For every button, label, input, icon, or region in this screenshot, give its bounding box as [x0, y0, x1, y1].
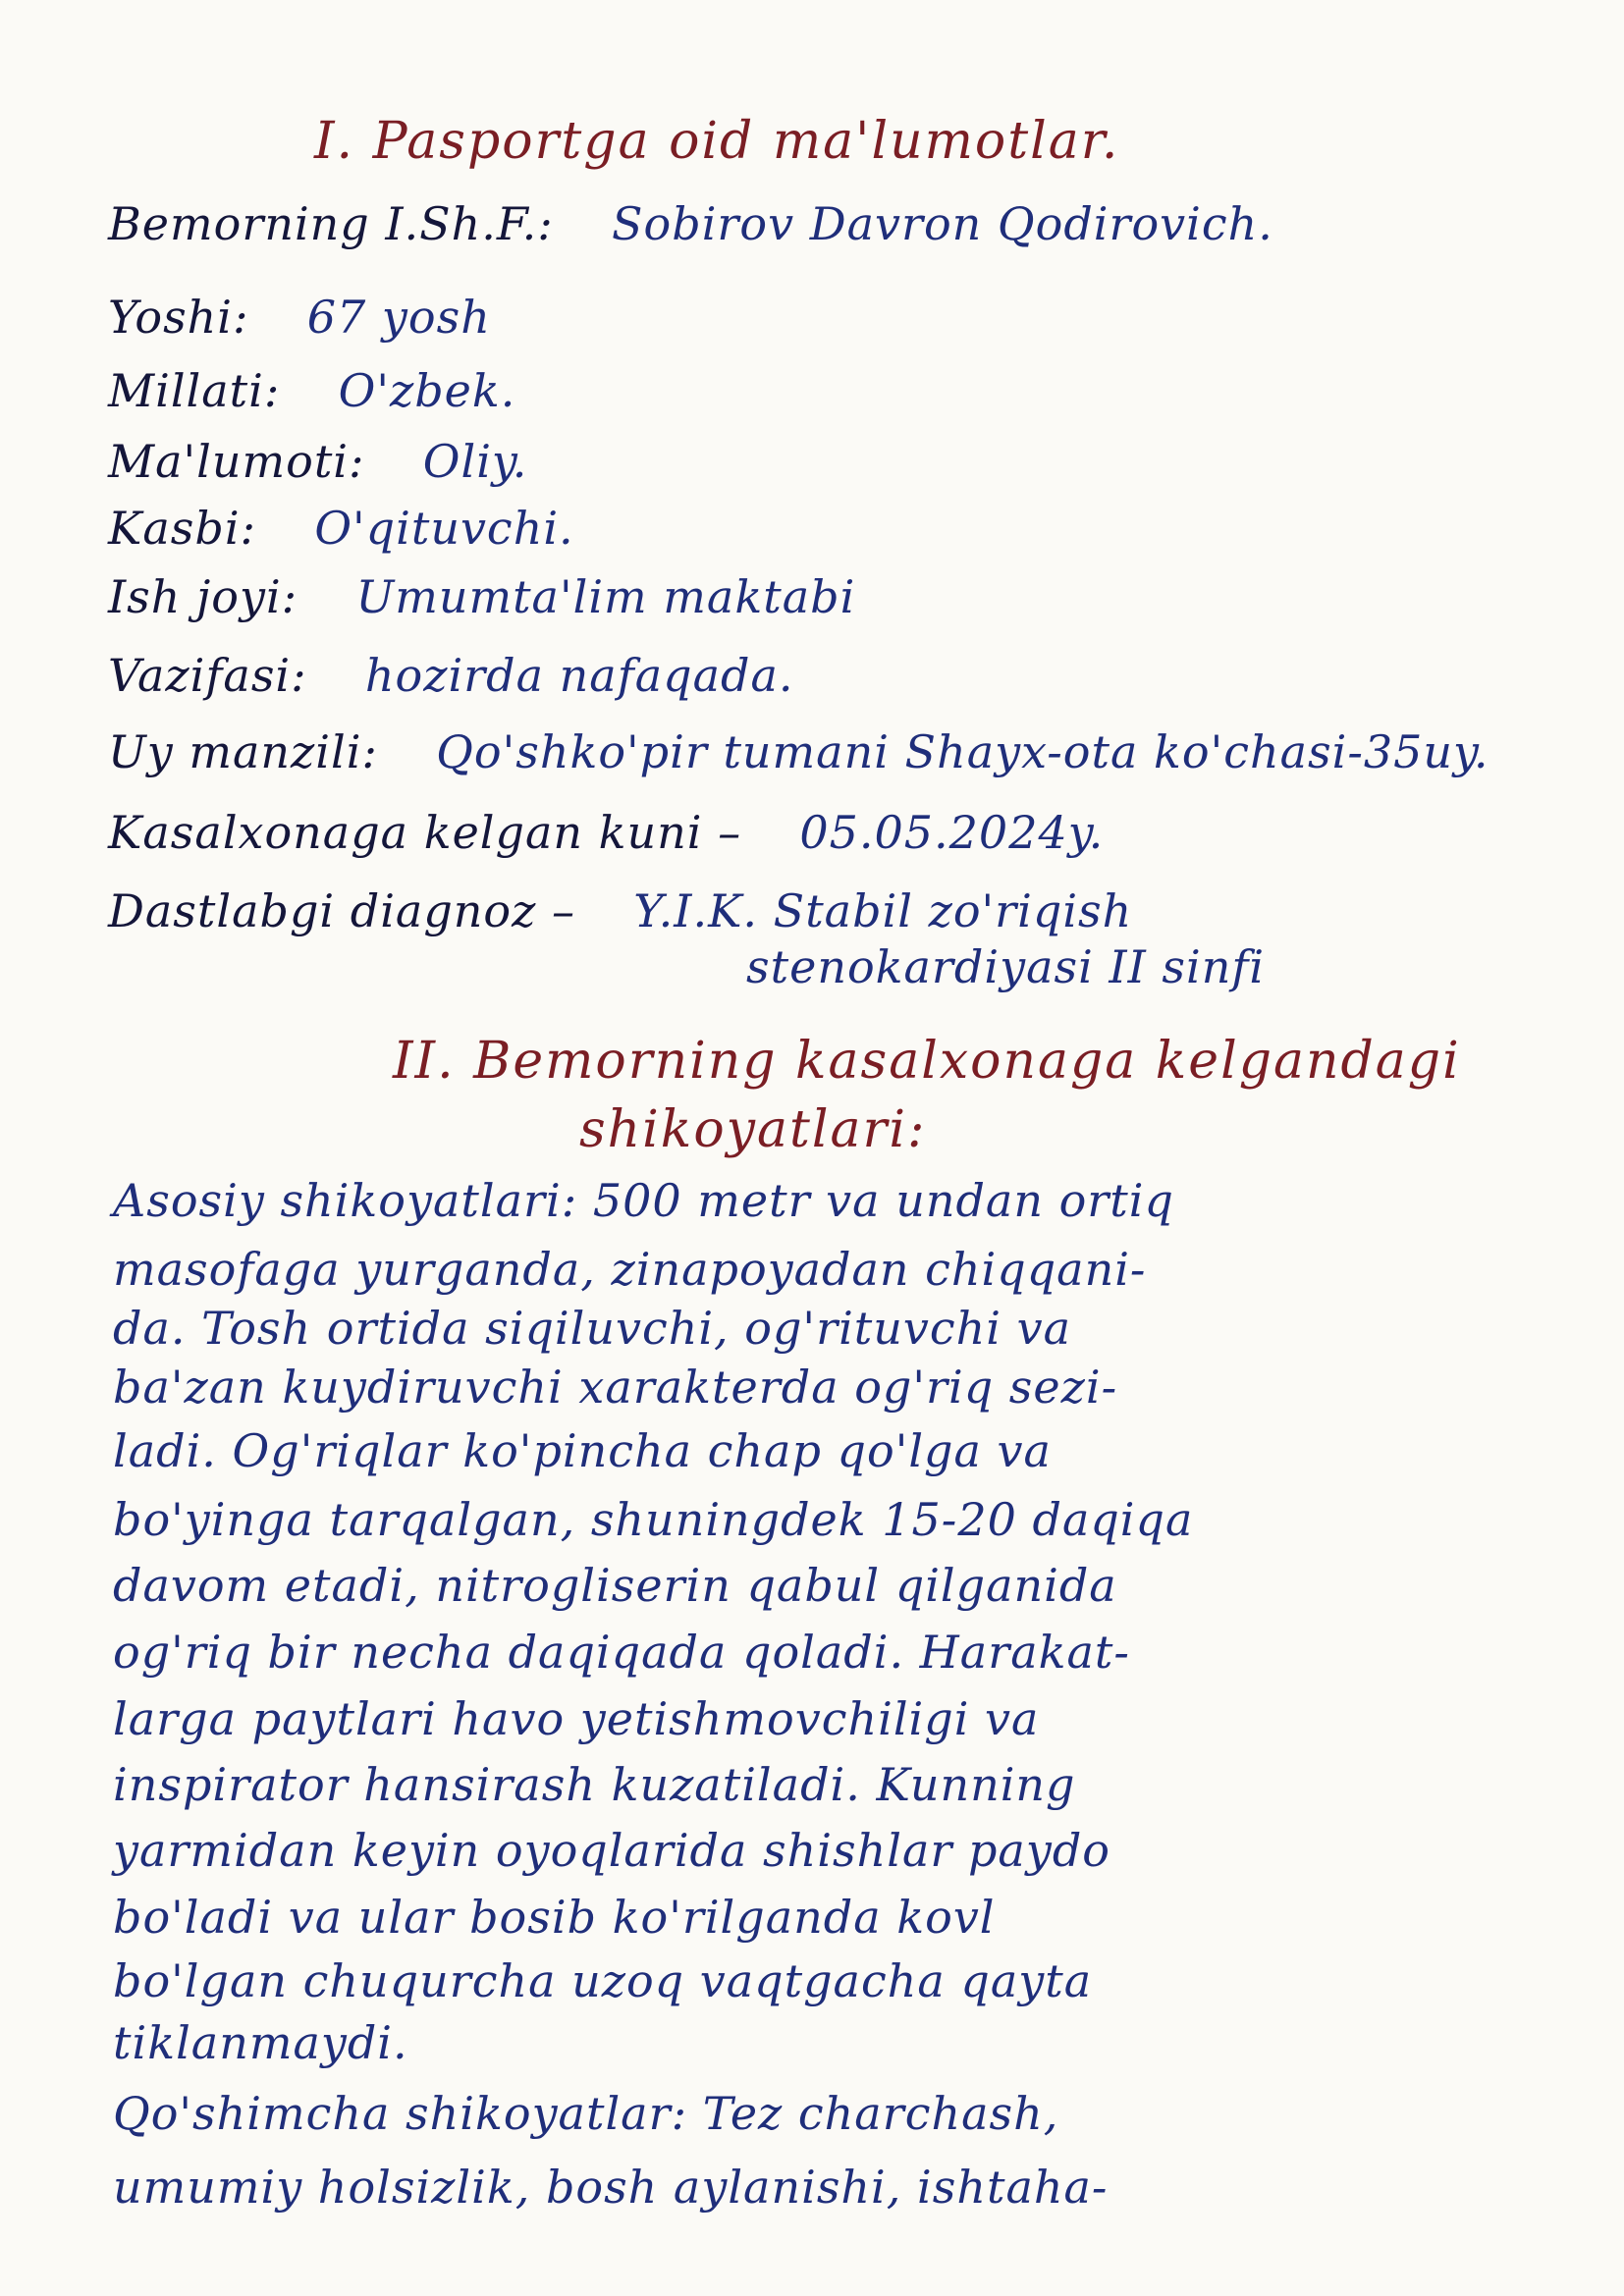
- paragraph-line: larga paytlari havo yetishmovchiligi va: [113, 1692, 1040, 1745]
- paragraph-line: davom etadi, nitrogliserin qabul qilganida: [113, 1559, 1117, 1612]
- paragraph-line: inspirator hansirash kuzatiladi. Kunning: [113, 1758, 1076, 1811]
- paragraph-line: masofaga yurganda, zinapoyadan chiqqani-: [113, 1243, 1147, 1296]
- paragraph-line: tiklanmaydi.: [113, 2016, 408, 2069]
- field-row: [108, 502, 574, 555]
- field-row: [108, 649, 794, 702]
- field-value: 67 yosh: [306, 291, 491, 344]
- field-value: hozirda nafaqada.: [364, 649, 794, 702]
- field-label: Ish joyi:: [108, 570, 298, 623]
- field-row: [108, 435, 528, 488]
- paragraph-line: umumiy holsizlik, bosh aylanishi, ishtaha-: [113, 2161, 1109, 2214]
- field-value: O'zbek.: [338, 364, 516, 417]
- field-label: Millati:: [108, 364, 281, 417]
- field-row: [746, 940, 1266, 993]
- field-row: [108, 364, 516, 417]
- section2-heading-line2: shikoyatlari:: [579, 1100, 927, 1159]
- field-value: Oliy.: [422, 435, 528, 488]
- field-row: [108, 806, 1105, 859]
- field-value: Sobirov Davron Qodirovich.: [612, 197, 1273, 250]
- field-row: [108, 291, 491, 344]
- field-label: Bemorning I.Sh.F.:: [108, 197, 554, 250]
- paragraph-line: ba'zan kuydiruvchi xarakterda og'riq sezi-: [113, 1361, 1118, 1414]
- field-value: Y.I.K. Stabil zo'riqish: [633, 884, 1133, 937]
- field-row: [108, 570, 856, 623]
- field-label: Kasalxonaga kelgan kuni –: [108, 806, 742, 859]
- paragraph-line: og'riq bir necha daqiqada qoladi. Harakat-: [113, 1626, 1130, 1679]
- field-value: Qo'shko'pir tumani Shayx-ota ko'chasi-35uy.: [436, 725, 1489, 778]
- field-label: Yoshi:: [108, 291, 249, 344]
- field-label: Ma'lumoti:: [108, 435, 365, 488]
- field-label: Dastlabgi diagnoz –: [108, 884, 575, 937]
- paragraph-line: yarmidan keyin oyoqlarida shishlar paydo: [113, 1824, 1110, 1877]
- paragraph-line: bo'ladi va ular bosib ko'rilganda kovl: [113, 1891, 996, 1944]
- paragraph-line: ladi. Og'riqlar ko'pincha chap qo'lga va: [113, 1424, 1052, 1477]
- field-row: [108, 725, 1489, 778]
- section2-heading-line1: II. Bemorning kasalxonaga kelgandagi: [393, 1032, 1461, 1091]
- field-value: 05.05.2024y.: [799, 806, 1105, 859]
- field-label: Uy manzili:: [108, 725, 378, 778]
- field-value: Umumta'lim maktabi: [355, 570, 856, 623]
- paragraph-line: bo'yinga tarqalgan, shuningdek 15-20 daqiqa: [113, 1493, 1194, 1546]
- field-label: Vazifasi:: [108, 649, 307, 702]
- paragraph-line: Asosiy shikoyatlari: 500 metr va undan ortiq: [113, 1174, 1174, 1227]
- paragraph-line: Qo'shimcha shikoyatlar: Tez charchash,: [113, 2087, 1059, 2140]
- field-row: [108, 197, 1273, 250]
- section1-heading: I. Pasportga oid ma'lumotlar.: [314, 112, 1120, 171]
- field-row: [108, 884, 1133, 937]
- field-label: Kasbi:: [108, 502, 257, 555]
- paragraph-line: da. Tosh ortida siqiluvchi, og'rituvchi va: [113, 1302, 1072, 1355]
- paragraph-line: bo'lgan chuqurcha uzoq vaqtgacha qayta: [113, 1954, 1093, 2007]
- field-value: stenokardiyasi II sinfi: [746, 940, 1266, 993]
- field-value: O'qituvchi.: [314, 502, 574, 555]
